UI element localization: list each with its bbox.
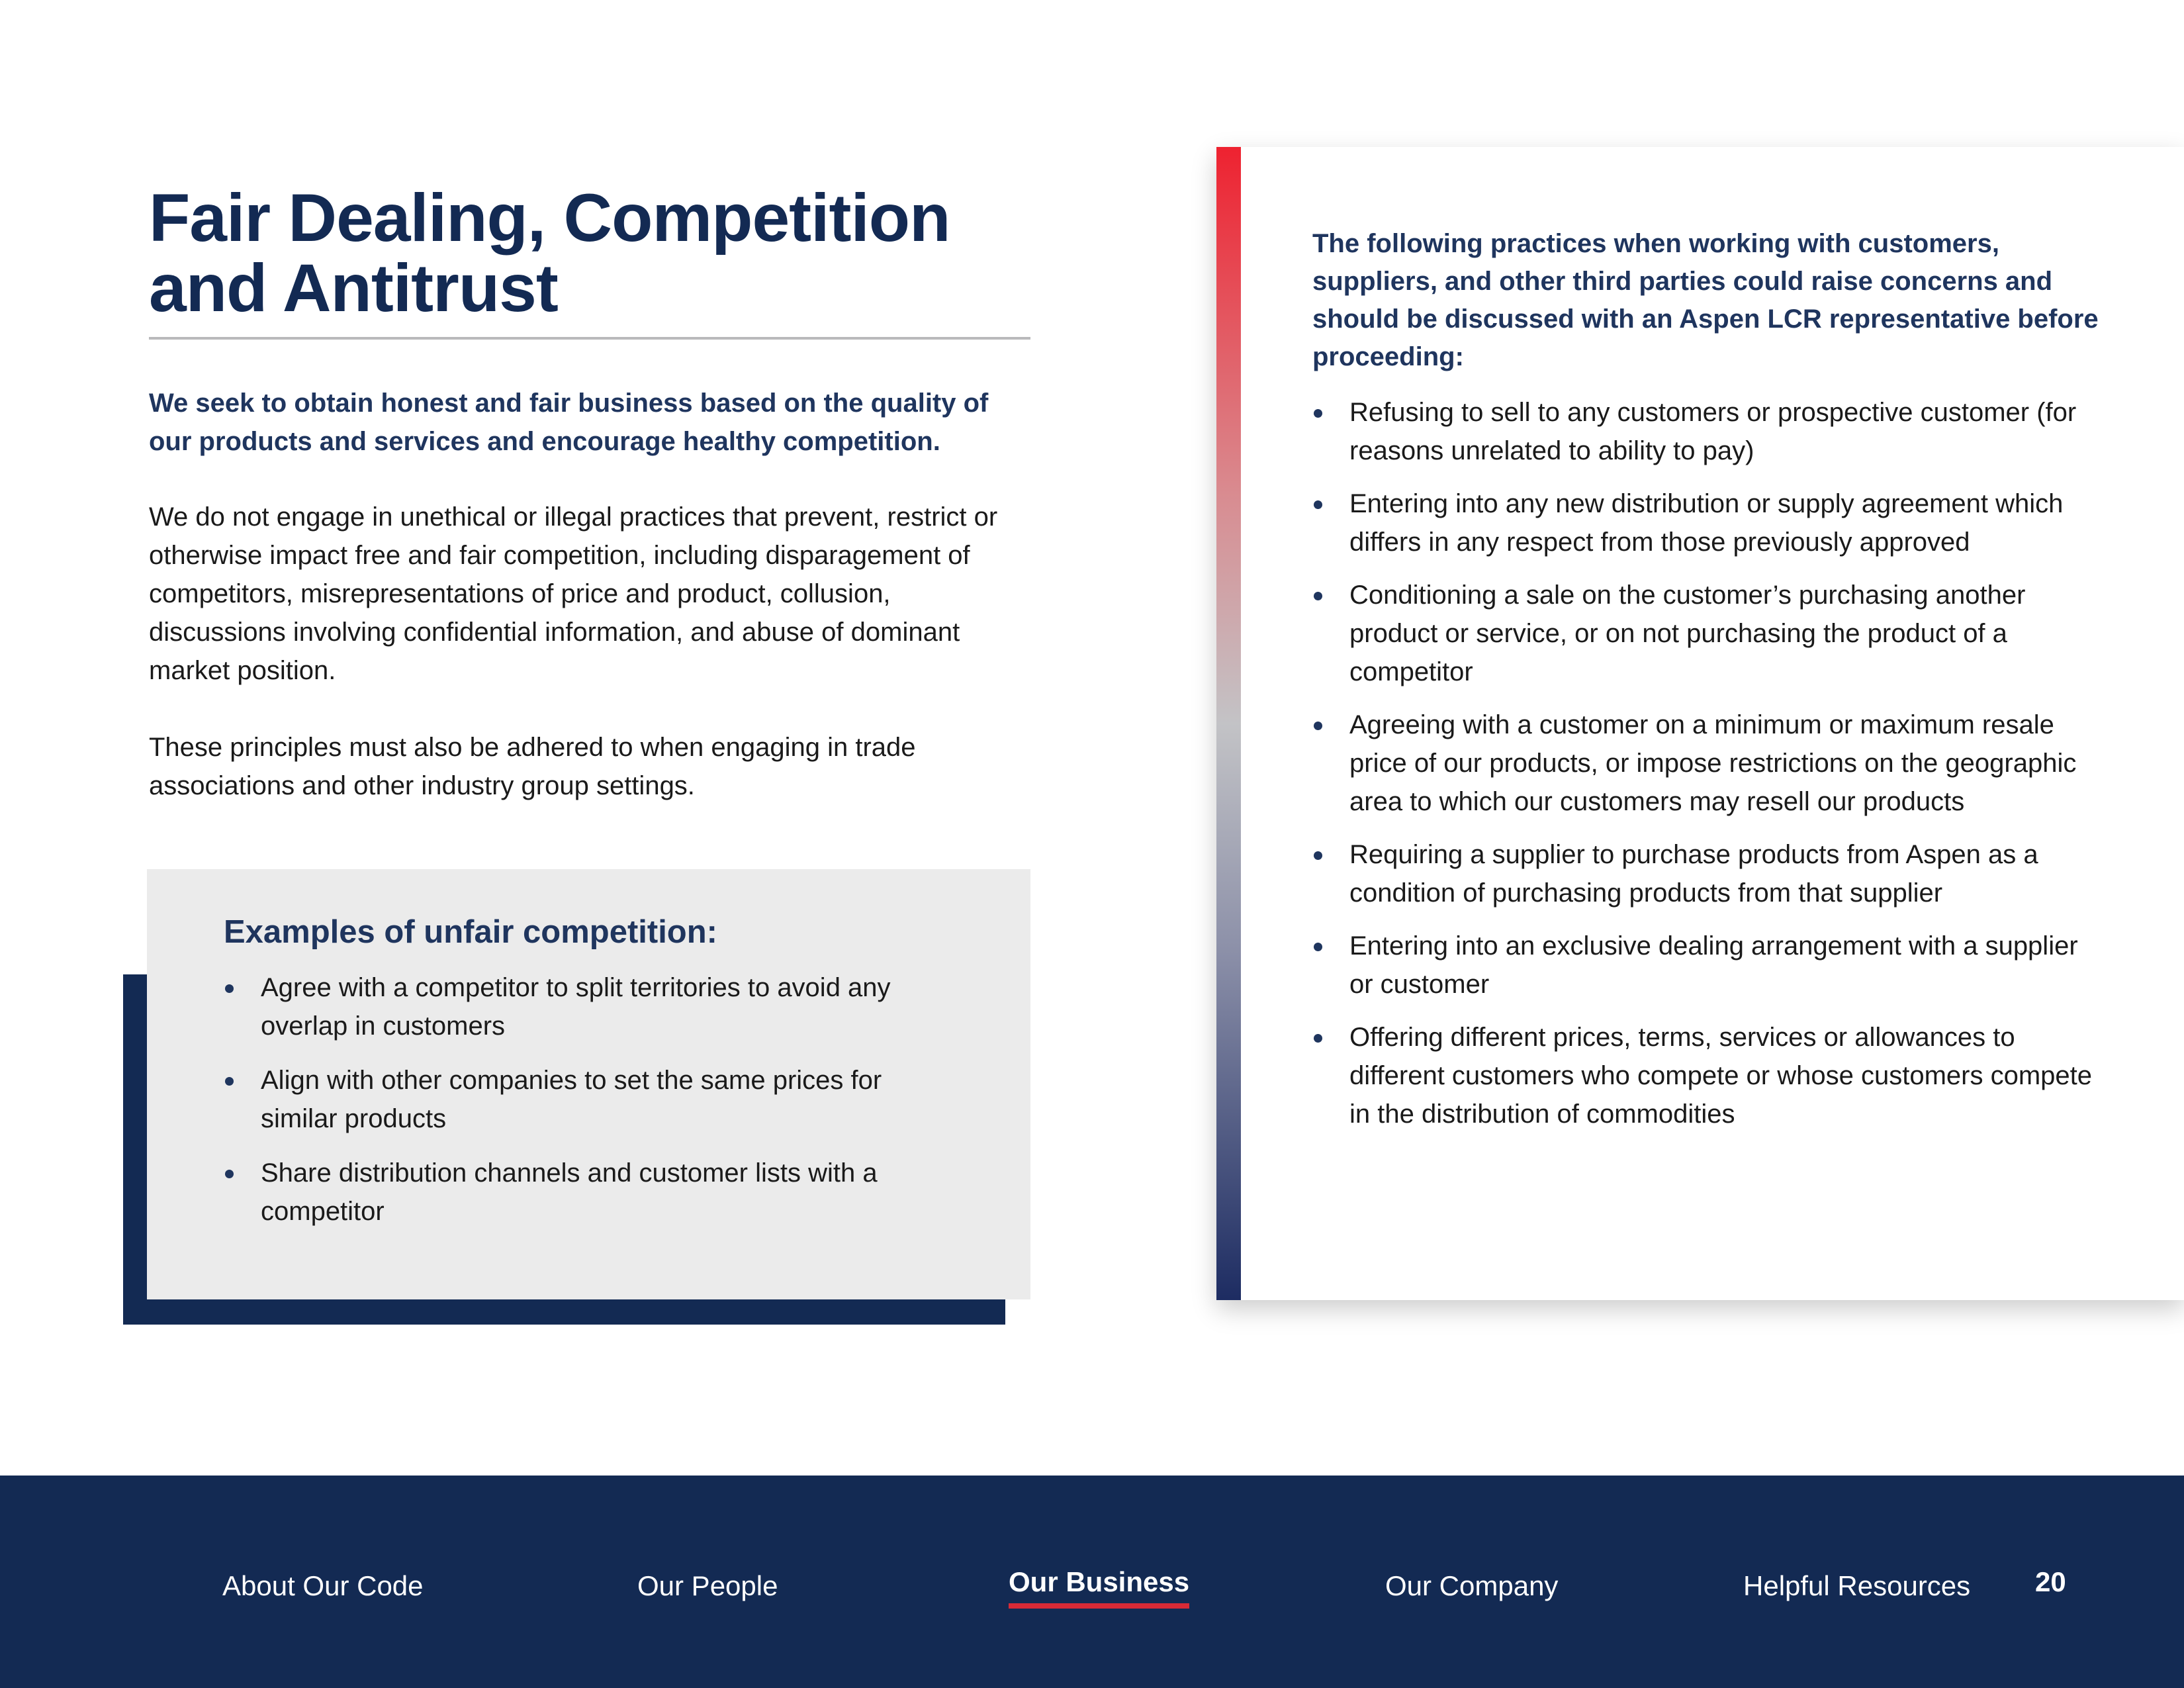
footer-navigation bbox=[0, 1476, 2184, 1688]
body-paragraph-1: We do not engage in unethical or illegal practices that prevent, restrict or otherwise impact free and fair competition, including disparagement of competitors, misrepresentations of price and product, collusion, discussions involving confidential information, and abuse of dominant market position. bbox=[149, 502, 998, 685]
examples-list-item: Agree with a competitor to split territories to avoid any overlap in customers bbox=[224, 968, 991, 1045]
body-paragraph-2: These principles must also be adhered to when engaging in trade associations and other industry group settings. bbox=[149, 733, 916, 800]
nav-our-company[interactable]: Our Company bbox=[1385, 1570, 1559, 1601]
page-title-line-2: and Antitrust bbox=[149, 250, 558, 326]
intro-statement: We seek to obtain honest and fair business based on the quality of our products and services and encourage healthy competition. bbox=[149, 389, 989, 456]
nav-our-business[interactable] bbox=[1009, 1564, 1189, 1601]
practices-list-item: Refusing to sell to any customers or prospective customer (for reasons unrelated to ability to pay) bbox=[1312, 393, 2107, 470]
practices-card bbox=[1216, 147, 2184, 1300]
practices-list bbox=[1312, 393, 2107, 1133]
practices-list-item: Agreeing with a customer on a minimum or maximum resale price of our products, or impose restrictions on the geographic area to which our customers may resell our products bbox=[1312, 706, 2107, 821]
practices-list-item: Offering different prices, terms, services or allowances to different customers who compete or whose customers compete in the distribution of commodities bbox=[1312, 1018, 2107, 1133]
title-divider bbox=[149, 337, 1030, 340]
practices-list-item: Entering into an exclusive dealing arrangement with a supplier or customer bbox=[1312, 927, 2107, 1004]
practices-list-item: Requiring a supplier to purchase products from Aspen as a condition of purchasing products from that supplier bbox=[1312, 835, 2107, 912]
nav-helpful-resources[interactable]: Helpful Resources bbox=[1743, 1570, 1971, 1601]
page-number: 20 bbox=[2035, 1566, 2066, 1597]
page-title bbox=[149, 180, 1049, 326]
practices-content bbox=[1312, 225, 2107, 1148]
examples-list-item: Align with other companies to set the same prices for similar products bbox=[224, 1061, 991, 1138]
practices-list-item: Conditioning a sale on the customer’s purchasing another product or service, or on not purchasing the product of a competitor bbox=[1312, 576, 2107, 691]
examples-callout bbox=[147, 869, 1030, 1299]
nav-our-people[interactable]: Our People bbox=[637, 1570, 778, 1601]
page-title-line-1: Fair Dealing, Competition bbox=[149, 180, 950, 256]
nav-about-our-code[interactable]: About Our Code bbox=[222, 1570, 424, 1601]
practices-intro: The following practices when working with customers, suppliers, and other third parties could raise concerns and should be discussed with an Aspen LCR representative before proceeding: bbox=[1312, 229, 2099, 371]
active-nav-underline bbox=[1009, 1603, 1189, 1609]
gradient-accent-bar bbox=[1216, 147, 1241, 1300]
practices-list-item: Entering into any new distribution or supply agreement which differs in any respect from those previously approved bbox=[1312, 485, 2107, 561]
examples-list-item: Share distribution channels and customer lists with a competitor bbox=[224, 1154, 991, 1231]
examples-list bbox=[224, 968, 991, 1231]
nav-our-business-label: Our Business bbox=[1009, 1566, 1190, 1597]
examples-heading: Examples of unfair competition: bbox=[224, 914, 717, 950]
